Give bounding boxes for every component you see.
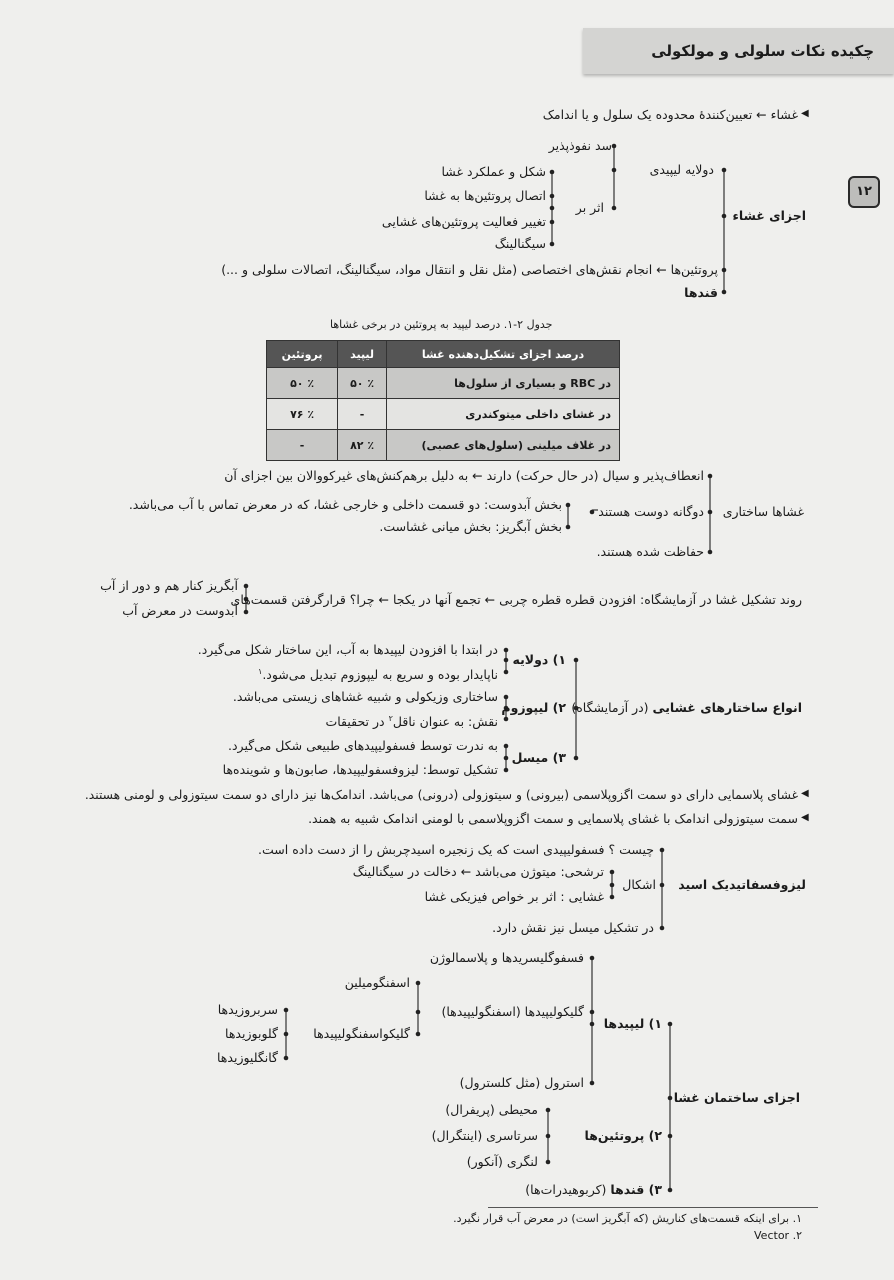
table-header: درصد اجزای تشکیل‌دهنده غشا xyxy=(387,341,620,368)
node-proteins: پروتئین‌ها ← انجام نقش‌های اختصاصی (مثل نقل و انتقال مواد، سیگنالینگ، اتصالات سلولی و ...) xyxy=(221,262,718,277)
node-lipids: ۱) لیپیدها xyxy=(603,1016,662,1031)
node-hydrophobic-together: آبگریز کنار هم و دور از آب xyxy=(100,578,238,593)
membrane-formation-process: روند تشکیل غشا در آزمایشگاه: افزودن قطره قطره چربی ← تجمع آنها در یکجا ← چرا؟ قرارگرفتن قسمت‌های xyxy=(230,592,802,607)
footnote-divider xyxy=(488,1207,818,1208)
node-membrane-structure-types xyxy=(571,700,802,716)
node-sugars-2 xyxy=(525,1182,662,1198)
node-hydrophobic-part: بخش آبگریز: بخش میانی غشاست. xyxy=(379,519,562,534)
node-sugars: قندها xyxy=(684,285,718,300)
node-membranous: غشایی : اثر بر خواص فیزیکی غشا xyxy=(424,889,604,904)
page-number: ۱۲ xyxy=(848,176,880,208)
node-micelle-b: تشکیل توسط: لیزوفسفولیپیدها، صابون‌ها و شوینده‌ها xyxy=(222,762,498,777)
node-globosides: گلوبوزیدها xyxy=(225,1026,278,1041)
node-signaling: سیگنالینگ xyxy=(494,236,546,251)
table-header: پروتئین xyxy=(267,341,338,368)
footnote-1: ۱. برای اینکه قسمت‌های کناریش (که آبگریز است) در معرض آب قرار نگیرد. xyxy=(453,1212,802,1225)
node-cerebrosides: سربروزیدها xyxy=(217,1002,278,1017)
node-liposome-a: ساختاری وزیکولی و شبیه غشاهای زیستی می‌باشد. xyxy=(232,689,498,704)
node-sphingomyelin: اسفنگومیلین xyxy=(344,975,410,990)
sugars-note: (کربوهیدرات‌ها) xyxy=(525,1182,607,1197)
table-header: لیپید xyxy=(338,341,387,368)
bullet-icon: ◀ xyxy=(801,788,809,799)
node-liposome-b xyxy=(325,711,498,730)
table-cell: در RBC و بسیاری از سلول‌ها xyxy=(387,368,620,399)
node-hydrophilic-part: بخش آبدوست: دو قسمت داخلی و خارجی غشا، که در معرض تماس با آب می‌باشد. xyxy=(128,497,562,512)
table-cell: ٪ ۵۰ xyxy=(338,368,387,399)
node-protected: حفاظت شده هستند. xyxy=(596,544,704,559)
node-forms: اشکال xyxy=(622,877,656,892)
table-row xyxy=(267,430,620,461)
node-membrane-parts: اجزای غشاء xyxy=(732,208,806,223)
node-anchored: لنگری (آنکور) xyxy=(466,1154,538,1169)
node-effect-on: اثر بر xyxy=(575,200,604,215)
node-peripheral: محیطی (پریفرال) xyxy=(445,1102,538,1117)
node-glycosphingolipids: گلیکواسفنگولیپیدها xyxy=(313,1026,410,1041)
node-gangliosides: گانگلیوزیدها xyxy=(217,1050,278,1065)
node-barrier: سد نفوذپذیر xyxy=(548,138,612,153)
node-lysophosphatidic-acid: لیزوفسفاتیدیک اسید xyxy=(678,877,806,892)
node-sterol: استرول (مثل کلسترول) xyxy=(459,1075,584,1090)
table-row xyxy=(267,368,620,399)
node-micelle-role: در تشکیل میسل نیز نقش دارد. xyxy=(492,920,654,935)
node-micelle-a: به ندرت توسط فسفولیپیدهای طبیعی شکل می‌گیرد. xyxy=(228,738,498,753)
table-caption: جدول ۲-۱. درصد لیپید به پروتئین در برخی غشاها xyxy=(330,318,553,331)
footnote-2: ۲. Vector xyxy=(754,1229,802,1242)
node-membrane-components: اجزای ساختمان غشا xyxy=(673,1090,800,1105)
table-cell: - xyxy=(267,430,338,461)
node-bilayer: ۱) دولایه xyxy=(512,652,566,667)
node-phosphoglycerides: فسفوگلیسریدها و پلاسمالوژن xyxy=(429,950,584,965)
bilayer-b-text: ناپایدار بوده و سریع به لیپوزوم تبدیل می‌شود. xyxy=(262,667,498,683)
node-secretory: ترشحی: میتوژن می‌باشد ← دخالت در سیگنالینگ xyxy=(352,864,604,879)
footnote-ref: ۲ xyxy=(388,714,393,723)
footnote-ref: ۱ xyxy=(258,667,263,676)
structure-types-title: انواع ساختارهای غشایی xyxy=(652,700,802,715)
table-cell: ٪ ۵۰ xyxy=(267,368,338,399)
table-cell: در غلاف میلینی (سلول‌های عصبی) xyxy=(387,430,620,461)
liposome-b-text: نقش: به عنوان ناقل xyxy=(392,714,498,730)
table-header-row xyxy=(267,341,620,368)
table-cell: ٪ ۷۶ xyxy=(267,399,338,430)
page-title: چکیده نکات سلولی و مولکولی xyxy=(651,42,874,60)
node-amphipathic: دوگانه دوست هستند xyxy=(598,504,704,519)
node-proteins-2: ۲) پروتئین‌ها xyxy=(584,1128,662,1143)
node-liposome: ۲) لیپوزوم xyxy=(501,700,566,715)
table-cell: ٪ ۸۲ xyxy=(338,430,387,461)
node-lipid-bilayer: دولایه لیپیدی xyxy=(649,162,714,177)
node-bilayer-b xyxy=(258,664,498,683)
sugars-label: ۳) قندها xyxy=(610,1182,662,1197)
structure-types-note: (در آزمایشگاه) xyxy=(571,700,649,715)
node-bilayer-a: در ابتدا با افزودن لیپیدها به آب، این ساختار شکل می‌گیرد. xyxy=(197,642,498,657)
bullet-icon: ◀ xyxy=(801,812,809,823)
node-membrane-structure: غشاها ساختاری xyxy=(722,504,804,519)
table-cell: - xyxy=(338,399,387,430)
bullet-icon: ◀ xyxy=(801,108,809,119)
node-micelle: ۳) میسل xyxy=(511,750,566,765)
node-activity-change: تغییر فعالیت پروتئین‌های غشایی xyxy=(381,214,546,229)
node-hydrophilic-exposed: آبدوست در معرض آب xyxy=(122,603,238,618)
membrane-definition: غشاء ← تعیین‌کنندهٔ محدوده یک سلول و یا اندامک xyxy=(542,107,798,122)
table-row xyxy=(267,399,620,430)
node-shape-function: شکل و عملکرد غشا xyxy=(441,164,546,179)
liposome-b-end: در تحقیقات xyxy=(325,714,385,730)
node-protein-attach: اتصال پروتئین‌ها به غشا xyxy=(424,188,546,203)
node-fluid: انعطاف‌پذیر و سیال (در حال حرکت) دارند ← به دلیل برهم‌کنش‌های غیرکووالان بین اجزای آن xyxy=(224,468,704,483)
cytosolic-side-note: سمت سیتوزولی اندامک با غشای پلاسمایی و سمت اگزوپلاسمی با لومنی اندامک شبیه به همند. xyxy=(308,811,798,826)
lipid-protein-table xyxy=(266,340,620,461)
table-cell: در غشای داخلی میتوکندری xyxy=(387,399,620,430)
node-glycolipids: گلیکولیپیدها (اسفنگولیپیدها) xyxy=(441,1004,584,1019)
node-integral: سرتاسری (اینتگرال) xyxy=(431,1128,538,1143)
node-what-is: چیست ؟ فسفولیپیدی است که یک زنجیره اسیدچربش را از دست داده است. xyxy=(258,842,654,857)
plasma-membrane-sides: غشای پلاسمایی دارای دو سمت اگزوپلاسمی (بیرونی) و سیتوزولی (درونی) می‌باشد. اندامک‌ها نیز دارای دو سمت سیتوزولی و لومنی هستند. xyxy=(84,788,798,802)
